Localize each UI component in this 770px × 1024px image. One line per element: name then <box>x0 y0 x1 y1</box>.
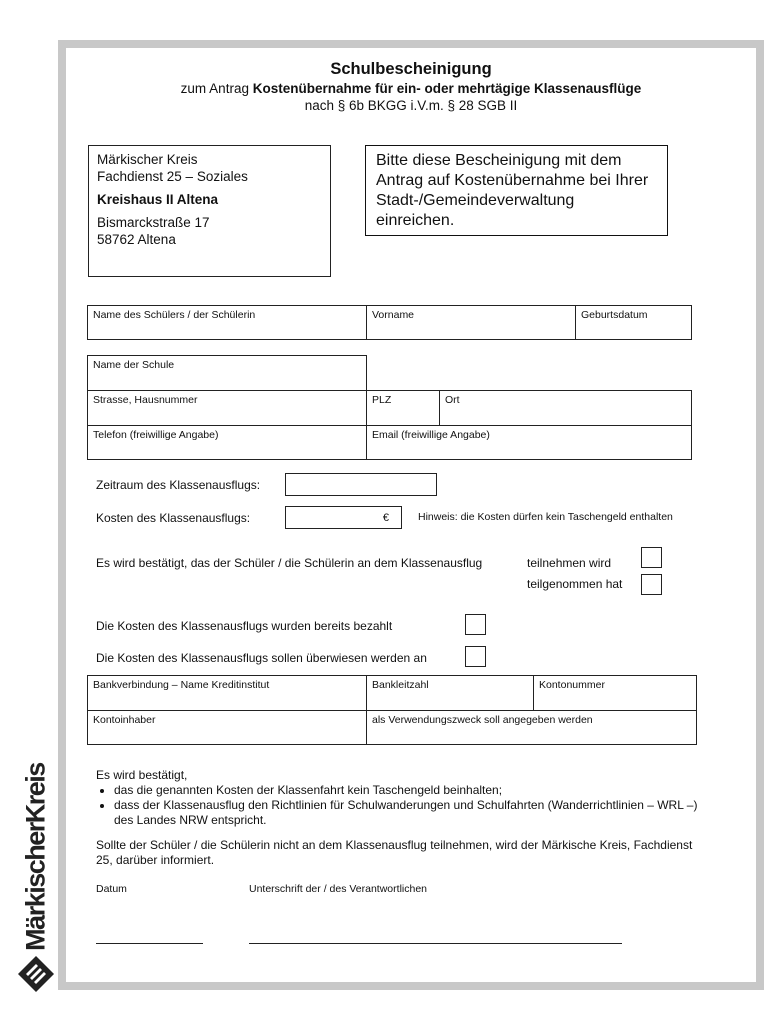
confirmation-bullet-2: • dass der Klassenausflug den Richtlinien für Schulwanderungen und Schulfahrten (Wanderrichtlinien – WRL –) des Landes NRW entspricht. <box>114 798 706 828</box>
account-holder-field[interactable] <box>87 710 367 745</box>
bank-code-label: Bankleitzahl <box>372 679 429 691</box>
confirmation-block <box>96 768 706 828</box>
submission-notice: Bitte diese Bescheinigung mit dem Antrag auf Kostenübernahme bei Ihrer Stadt-/Gemeindeverwaltung einreichen. <box>365 145 668 236</box>
form-subtitle <box>66 81 756 96</box>
cost-hint: Hinweis: die Kosten dürfen kein Taschengeld enthalten <box>418 511 673 523</box>
student-name-label: Name des Schülers / der Schülerin <box>93 309 256 321</box>
trip-period-input[interactable] <box>285 473 437 496</box>
address-box <box>88 145 331 277</box>
school-street-field[interactable] <box>87 390 367 426</box>
address-line-4: Bismarckstraße 17 <box>97 215 210 230</box>
address-line-5: 58762 Altena <box>97 232 176 247</box>
school-plz-field[interactable] <box>366 390 440 426</box>
school-name-label: Name der Schule <box>93 359 175 371</box>
costs-paid-label: Die Kosten des Klassenausflugs wurden bereits bezahlt <box>96 619 393 633</box>
subtitle-prefix: zum Antrag <box>180 81 253 96</box>
logo-text: MärkischerKreis <box>20 763 51 951</box>
trip-period-label: Zeitraum des Klassenausflugs: <box>96 478 261 492</box>
school-email-field[interactable] <box>366 425 692 460</box>
signature-line[interactable] <box>249 943 622 944</box>
maerkischer-kreis-logo <box>14 760 58 1000</box>
form-legal-basis: nach § 6b BKGG i.V.m. § 28 SGB II <box>304 98 518 113</box>
school-phone-label: Telefon (freiwillige Angabe) <box>93 429 219 441</box>
account-number-field[interactable] <box>533 675 697 711</box>
costs-transfer-checkbox[interactable] <box>465 646 486 667</box>
payment-reference-label: als Verwendungszweck soll angegeben werden <box>372 714 593 726</box>
student-firstname-label: Vorname <box>372 309 415 321</box>
school-name-field[interactable] <box>87 355 367 391</box>
trip-cost-input[interactable] <box>285 506 402 529</box>
costs-transfer-label: Die Kosten des Klassenausflugs sollen überwiesen werden an <box>96 651 427 665</box>
bank-name-field[interactable] <box>87 675 367 711</box>
school-plz-label: PLZ <box>372 394 392 406</box>
bank-name-label: Bankverbindung – Name Kreditinstitut <box>93 679 270 691</box>
confirmation-intro: Es wird bestätigt, <box>96 768 188 782</box>
option-participated-label: teilgenommen hat <box>527 577 623 591</box>
form-title: Schulbescheinigung <box>330 60 492 78</box>
subtitle-bold: Kostenübernahme für ein- oder mehrtägige Klassenausflüge <box>252 81 642 96</box>
absence-notice: Sollte der Schüler / die Schülerin nicht an dem Klassenausflug teilnehmen, wird der Märkische Kreis, Fachdienst 25, darüber informiert. <box>96 838 693 867</box>
signature-label: Unterschrift der / des Verantwortlichen <box>249 883 427 895</box>
date-label: Datum <box>96 883 127 895</box>
costs-paid-checkbox[interactable] <box>465 614 486 635</box>
school-email-label: Email (freiwillige Angabe) <box>372 429 490 441</box>
trip-cost-label: Kosten des Klassenausflugs: <box>96 511 251 525</box>
student-firstname-field[interactable] <box>366 305 576 340</box>
school-city-label: Ort <box>445 394 460 406</box>
payment-reference-field[interactable] <box>366 710 697 745</box>
address-line-1: Märkischer Kreis <box>97 152 198 167</box>
will-participate-checkbox[interactable] <box>641 547 662 568</box>
bank-code-field[interactable] <box>366 675 534 711</box>
logo-wordmark <box>14 760 58 955</box>
option-will-participate-label: teilnehmen wird <box>527 556 612 570</box>
school-city-field[interactable] <box>439 390 692 426</box>
account-holder-label: Kontoinhaber <box>93 714 156 726</box>
participation-statement: Es wird bestätigt, das der Schüler / die Schülerin an dem Klassenausflug <box>96 556 483 570</box>
date-line[interactable] <box>96 943 203 944</box>
student-birthdate-label: Geburtsdatum <box>581 309 648 321</box>
student-birthdate-field[interactable] <box>575 305 692 340</box>
participated-checkbox[interactable] <box>641 574 662 595</box>
address-line-2: Fachdienst 25 – Soziales <box>97 169 248 184</box>
address-line-3: Kreishaus II Altena <box>97 192 219 207</box>
euro-sign: € <box>382 512 389 524</box>
account-number-label: Kontonummer <box>539 679 605 691</box>
confirmation-bullet-1: • das die genannten Kosten der Klassenfahrt kein Taschengeld beinhalten; <box>114 783 706 798</box>
school-phone-field[interactable] <box>87 425 367 460</box>
school-street-label: Strasse, Hausnummer <box>93 394 198 406</box>
student-name-field[interactable] <box>87 305 367 340</box>
